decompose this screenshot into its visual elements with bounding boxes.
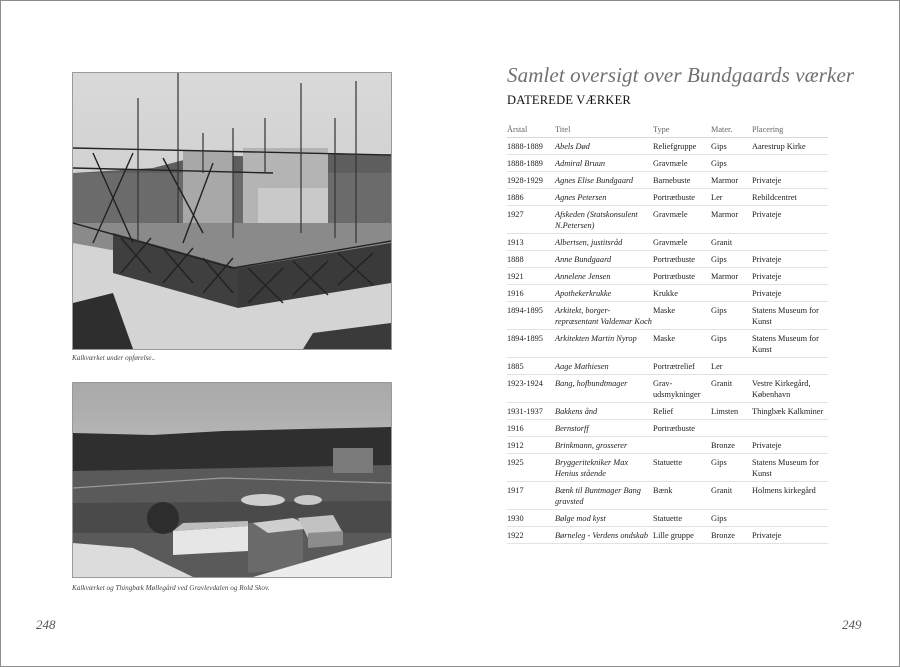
cell-placement: Privateje	[752, 285, 828, 302]
page-number-left: 248	[36, 617, 56, 632]
cell-placement: Aarestrup Kirke	[752, 138, 828, 155]
cell-material: Granit	[711, 482, 752, 510]
section-heading: DATEREDE VÆRKER	[507, 93, 631, 107]
cell-placement: Privateje	[752, 437, 828, 454]
table-header-row	[507, 122, 828, 138]
cell-placement: Privateje	[752, 268, 828, 285]
cell-type: Statuette	[653, 510, 711, 527]
cell-title: Børneleg - Verdens ondskab	[555, 527, 653, 544]
cell-type: Gravmæle	[653, 206, 711, 234]
cell-placement: Privateje	[752, 527, 828, 544]
cell-year: 1888-1889	[507, 155, 555, 172]
cell-placement: Privateje	[752, 206, 828, 234]
cell-material: Gips	[711, 138, 752, 155]
cell-title: Aage Mathiesen	[555, 358, 653, 375]
table-row	[507, 482, 828, 510]
cell-type	[653, 437, 711, 454]
cell-year: 1930	[507, 510, 555, 527]
cell-type: Relief	[653, 403, 711, 420]
cell-material: Bronze	[711, 527, 752, 544]
table-row	[507, 302, 828, 330]
cell-year: 1888-1889	[507, 138, 555, 155]
cell-material: Granit	[711, 375, 752, 403]
works-table	[507, 122, 828, 544]
column-header-type: Type	[653, 122, 711, 138]
cell-type: Portrætbuste	[653, 420, 711, 437]
cell-placement: Privateje	[752, 251, 828, 268]
cell-year: 1923-1924	[507, 375, 555, 403]
photo-kalkvaerket-construction	[72, 72, 392, 350]
cell-placement: Vestre Kirkegård, København	[752, 375, 828, 403]
cell-title: Apothekerkrukke	[555, 285, 653, 302]
cell-type: Bænk	[653, 482, 711, 510]
cell-material: Gips	[711, 454, 752, 482]
photo-kalkvaerket-landscape	[72, 382, 392, 578]
cell-type: Barnebuste	[653, 172, 711, 189]
cell-material: Limsten	[711, 403, 752, 420]
cell-title: Admiral Bruun	[555, 155, 653, 172]
table-row	[507, 330, 828, 358]
cell-year: 1917	[507, 482, 555, 510]
cell-material: Gips	[711, 251, 752, 268]
cell-material: Gips	[711, 510, 752, 527]
cell-placement	[752, 234, 828, 251]
cell-title: Annelene Jensen	[555, 268, 653, 285]
cell-material: Ler	[711, 358, 752, 375]
cell-year: 1931-1937	[507, 403, 555, 420]
cell-type: Statuette	[653, 454, 711, 482]
table-row	[507, 375, 828, 403]
table-row	[507, 285, 828, 302]
cell-year: 1928-1929	[507, 172, 555, 189]
table-row	[507, 251, 828, 268]
cell-title: Bakkens ånd	[555, 403, 653, 420]
cell-material: Gips	[711, 302, 752, 330]
cell-year: 1894-1895	[507, 302, 555, 330]
cell-year: 1922	[507, 527, 555, 544]
column-header-title: Titel	[555, 122, 653, 138]
cell-type: Maske	[653, 330, 711, 358]
cell-material: Gips	[711, 330, 752, 358]
cell-placement	[752, 155, 828, 172]
table-row	[507, 234, 828, 251]
page-heading: Samlet oversigt over Bundgaards værker	[507, 63, 855, 87]
cell-title: Bænk til Buntmager Bang gravsted	[555, 482, 653, 510]
cell-year: 1912	[507, 437, 555, 454]
cell-year: 1921	[507, 268, 555, 285]
column-header-material: Mater.	[711, 122, 752, 138]
cell-material: Granit	[711, 234, 752, 251]
cell-type: Krukke	[653, 285, 711, 302]
table-row	[507, 189, 828, 206]
cell-title: Afskeden (Statskonsulent N.Petersen)	[555, 206, 653, 234]
cell-placement: Holmens kirkegård	[752, 482, 828, 510]
cell-type: Portrætrelief	[653, 358, 711, 375]
table-row	[507, 437, 828, 454]
cell-placement: Privateje	[752, 172, 828, 189]
cell-placement: Statens Museum for Kunst	[752, 302, 828, 330]
cell-placement: Rebildcentret	[752, 189, 828, 206]
table-row	[507, 138, 828, 155]
cell-year: 1913	[507, 234, 555, 251]
table-row	[507, 268, 828, 285]
cell-title: Abels Død	[555, 138, 653, 155]
cell-type: Maske	[653, 302, 711, 330]
cell-placement	[752, 510, 828, 527]
cell-year: 1916	[507, 420, 555, 437]
photo-caption: Kalkværket under opførelse..	[72, 354, 156, 362]
cell-title: Bølge mod kyst	[555, 510, 653, 527]
cell-material	[711, 420, 752, 437]
table-row	[507, 527, 828, 544]
cell-year: 1888	[507, 251, 555, 268]
cell-placement	[752, 420, 828, 437]
cell-material: Gips	[711, 155, 752, 172]
cell-type: Portrætbuste	[653, 251, 711, 268]
cell-title: Bryggeritekniker Max Henius stående	[555, 454, 653, 482]
cell-placement: Thingbæk Kalkminer	[752, 403, 828, 420]
table-row	[507, 454, 828, 482]
table-row	[507, 420, 828, 437]
cell-material	[711, 285, 752, 302]
cell-type: Portrætbuste	[653, 189, 711, 206]
cell-title: Arkitekt, borger-repræsentant Valdemar Koch	[555, 302, 653, 330]
column-header-year: Årstal	[507, 122, 555, 138]
photo-caption: Kalkværket og Thingbæk Møllegård ved Gravlevdalen og Rold Skov.	[72, 584, 270, 592]
cell-material: Ler	[711, 189, 752, 206]
cell-material: Marmor	[711, 172, 752, 189]
cell-year: 1894-1895	[507, 330, 555, 358]
cell-material: Bronze	[711, 437, 752, 454]
cell-type: Lille gruppe	[653, 527, 711, 544]
table-row	[507, 403, 828, 420]
column-header-placement: Placering	[752, 122, 828, 138]
cell-placement: Statens Museum for Kunst	[752, 454, 828, 482]
cell-material: Marmor	[711, 206, 752, 234]
page-number-right: 249	[842, 617, 862, 632]
cell-title: Anne Bundgaard	[555, 251, 653, 268]
cell-placement	[752, 358, 828, 375]
cell-placement: Statens Museum for Kunst	[752, 330, 828, 358]
table-row	[507, 172, 828, 189]
cell-type: Gravmæle	[653, 234, 711, 251]
cell-type: Gravmæle	[653, 155, 711, 172]
cell-title: Agnes Petersen	[555, 189, 653, 206]
cell-year: 1886	[507, 189, 555, 206]
cell-type: Reliefgruppe	[653, 138, 711, 155]
cell-title: Bernstorff	[555, 420, 653, 437]
cell-title: Arkitekten Martin Nyrop	[555, 330, 653, 358]
table-row	[507, 510, 828, 527]
cell-year: 1885	[507, 358, 555, 375]
cell-material: Marmor	[711, 268, 752, 285]
table-row	[507, 206, 828, 234]
cell-type: Portrætbuste	[653, 268, 711, 285]
cell-title: Albertsen, justitsråd	[555, 234, 653, 251]
cell-title: Agnes Elise Bundgaard	[555, 172, 653, 189]
cell-year: 1927	[507, 206, 555, 234]
cell-title: Bang, hofbundtmager	[555, 375, 653, 403]
table-row	[507, 155, 828, 172]
cell-year: 1916	[507, 285, 555, 302]
cell-title: Brinkmann, grosserer	[555, 437, 653, 454]
table-row	[507, 358, 828, 375]
cell-year: 1925	[507, 454, 555, 482]
cell-type: Grav-udsmykninger	[653, 375, 711, 403]
